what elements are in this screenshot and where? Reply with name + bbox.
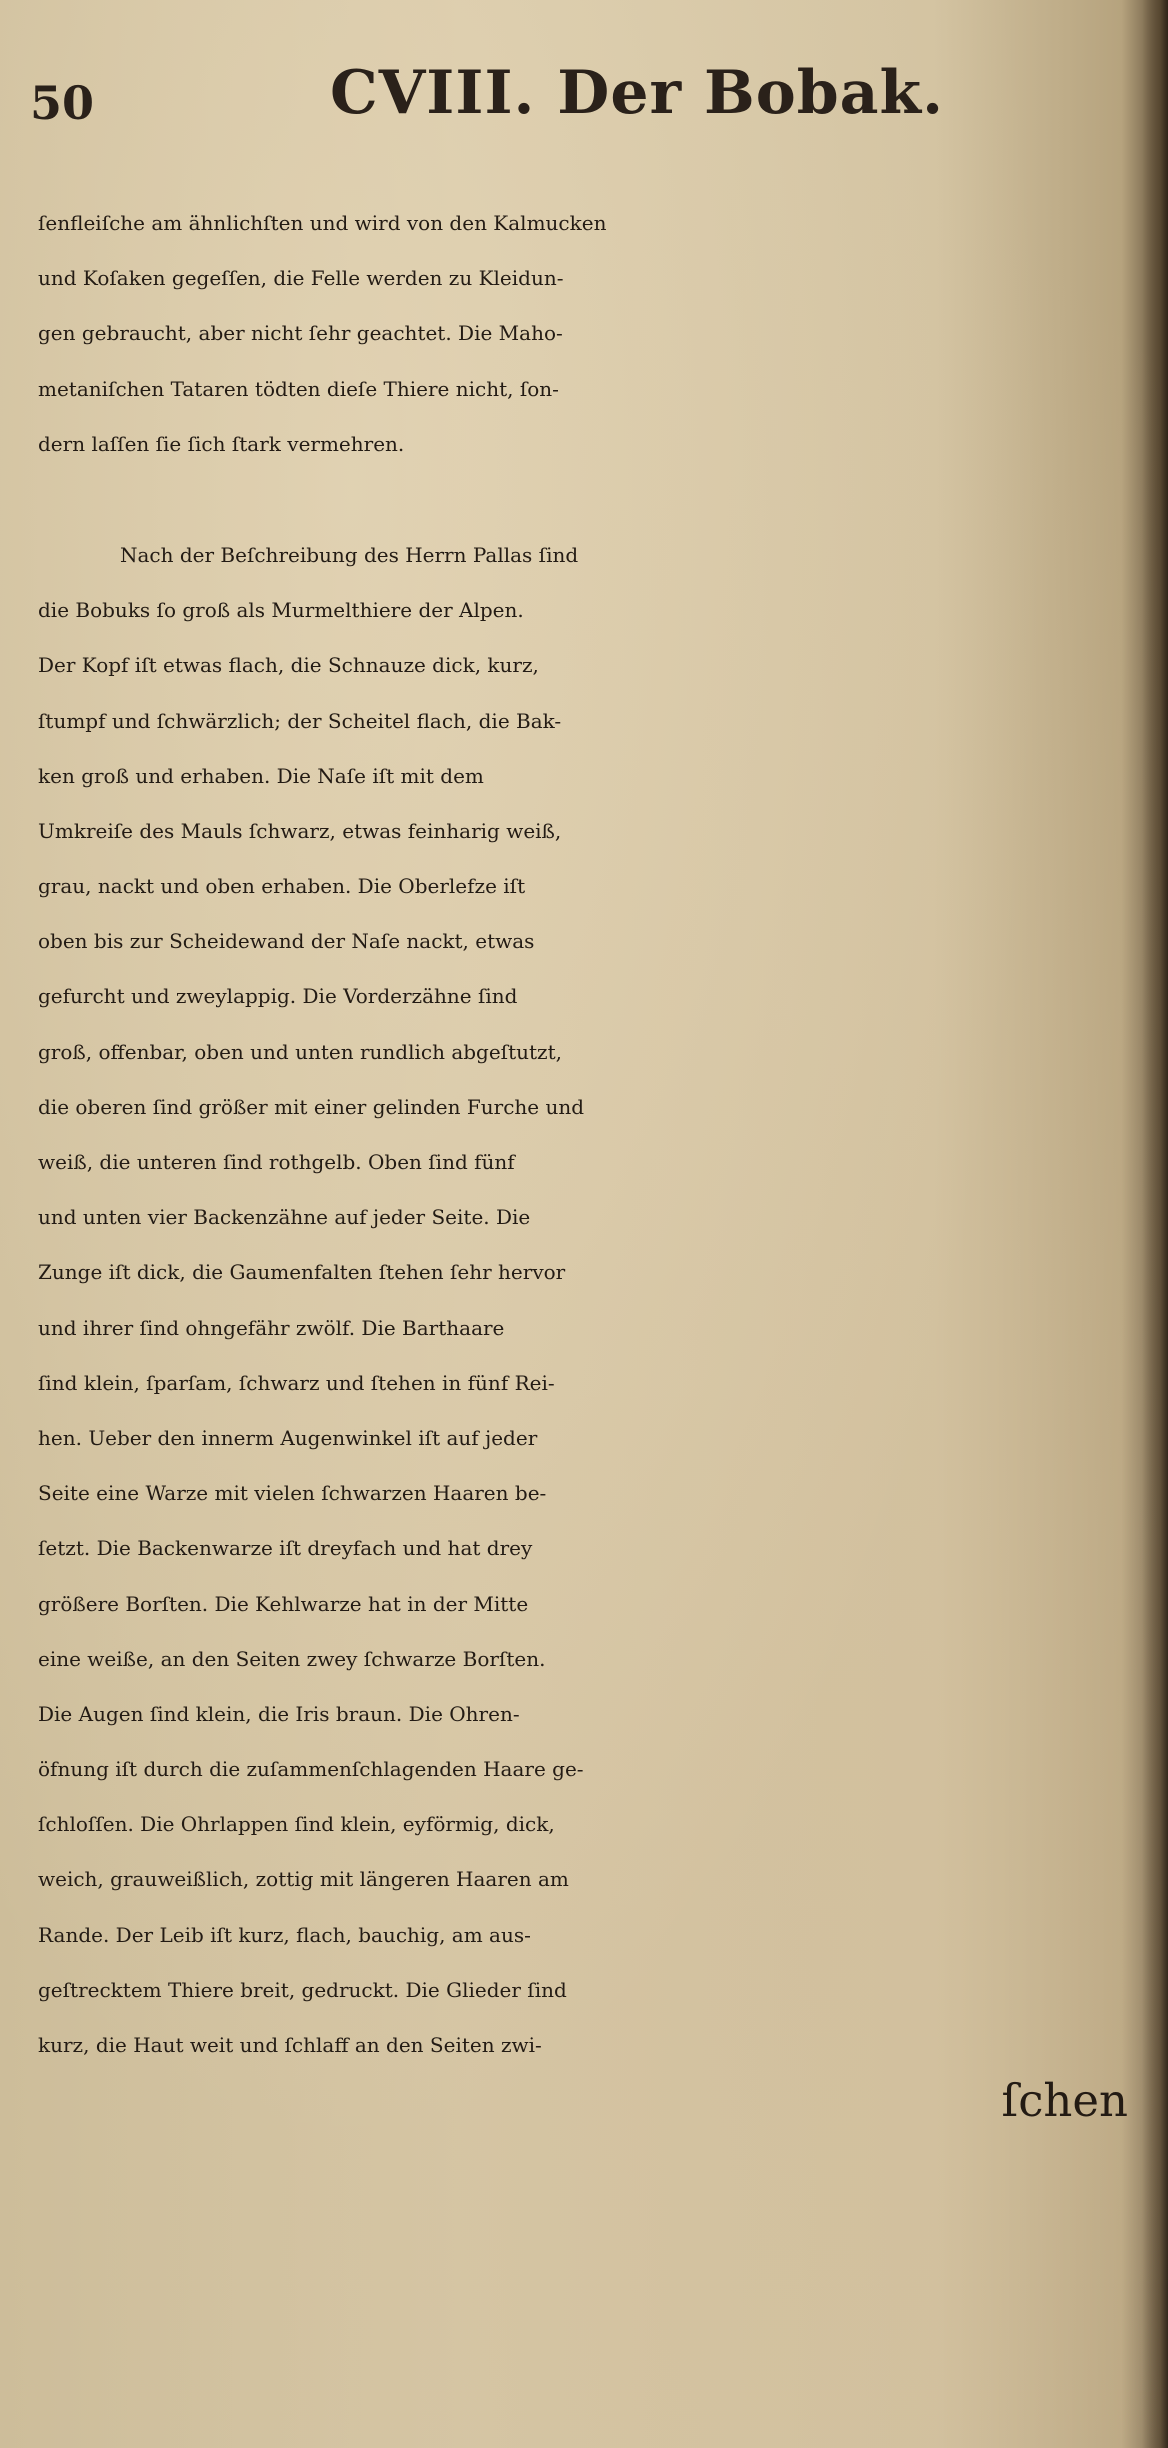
paragraph-1 <box>38 196 1138 472</box>
text-line: die oberen ſind größer mit einer gelinden Furche und <box>38 1094 585 1119</box>
catchword: ſchen <box>1001 2074 1128 2128</box>
text-line: die Bobuks ſo groß als Murmelthiere der Alpen. <box>38 598 524 623</box>
text-line: und unten vier Backenzähne auf jeder Seite. Die <box>38 1205 531 1230</box>
text-line: Umkreiſe des Mauls ſchwarz, etwas feinharig weiß, <box>38 818 562 843</box>
text-line: kurz, die Haut weit und ſchlaff an den Seiten zwi- <box>38 2033 542 2057</box>
page-header <box>0 58 1168 148</box>
text-line: geſtrecktem Thiere breit, gedruckt. Die Glieder ſind <box>38 1977 567 2002</box>
page-number: 50 <box>30 76 95 130</box>
text-line: und ihrer ſind ohngefähr zwölf. Die Barthaare <box>38 1315 505 1340</box>
text-line: Die Augen ſind klein, die Iris braun. Die Ohren- <box>38 1701 520 1726</box>
text-line: Rande. Der Leib iſt kurz, flach, bauchig, am aus- <box>38 1922 531 1947</box>
paragraph-2 <box>38 528 1138 2073</box>
text-line: ſetzt. Die Backenwarze iſt dreyfach und hat drey <box>38 1536 533 1561</box>
text-line: metaniſchen Tataren tödten dieſe Thiere nicht, ſon- <box>38 376 559 401</box>
text-line: gefurcht und zweylappig. Die Vorderzähne ſind <box>38 984 518 1009</box>
running-head: CVIII. Der Bobak. <box>330 58 945 128</box>
text-line: eine weiße, an den Seiten zwey ſchwarze Borſten. <box>38 1646 546 1671</box>
text-line: ſenfleiſche am ähnlichſten und wird von den Kalmucken <box>38 211 607 235</box>
text-line: größere Borſten. Die Kehlwarze hat in der Mitte <box>38 1591 529 1616</box>
text-line: ſchloſſen. Die Ohrlappen ſind klein, eyförmig, dick, <box>38 1812 555 1837</box>
text-line: Der Kopf iſt etwas flach, die Schnauze dick, kurz, <box>38 653 539 678</box>
text-line: Seite eine Warze mit vielen ſchwarzen Haaren be- <box>38 1481 547 1506</box>
text-line: weich, grauweißlich, zottig mit längeren Haaren am <box>38 1867 569 1892</box>
page-edge-shadow <box>1142 0 1168 2448</box>
text-line: ſtumpf und ſchwärzlich; der Scheitel flach, die Bak- <box>38 708 562 733</box>
text-line: oben bis zur Scheidewand der Naſe nackt, etwas <box>38 929 535 954</box>
text-line: ken groß und erhaben. Die Naſe iſt mit dem <box>38 763 484 788</box>
text-line: groß, offenbar, oben und unten rundlich abgeſtutzt, <box>38 1039 562 1064</box>
text-line: dern laſſen ſie ſich ſtark vermehren. <box>38 431 405 456</box>
text-line: und Koſaken gegeſſen, die Felle werden zu Kleidun- <box>38 266 564 291</box>
body-text <box>38 196 1138 2128</box>
text-line: weiß, die unteren ſind rothgelb. Oben ſind fünf <box>38 1150 515 1174</box>
paragraph-gap <box>38 472 1138 528</box>
text-line: grau, nackt und oben erhaben. Die Oberlefze iſt <box>38 874 526 899</box>
text-line: Zunge iſt dick, die Gaumenfalten ſtehen ſehr hervor <box>38 1260 566 1285</box>
text-line: ſind klein, ſparſam, ſchwarz und ſtehen in fünf Rei- <box>38 1370 555 1395</box>
text-line: gen gebraucht, aber nicht ſehr geachtet. Die Maho- <box>38 321 563 346</box>
text-line: öfnung iſt durch die zuſammenſchlagenden Haare ge- <box>38 1757 584 1782</box>
text-line: hen. Ueber den innerm Augenwinkel iſt auf jeder <box>38 1425 538 1450</box>
text-line: Nach der Beſchreibung des Herrn Pallas ſind <box>120 542 579 567</box>
